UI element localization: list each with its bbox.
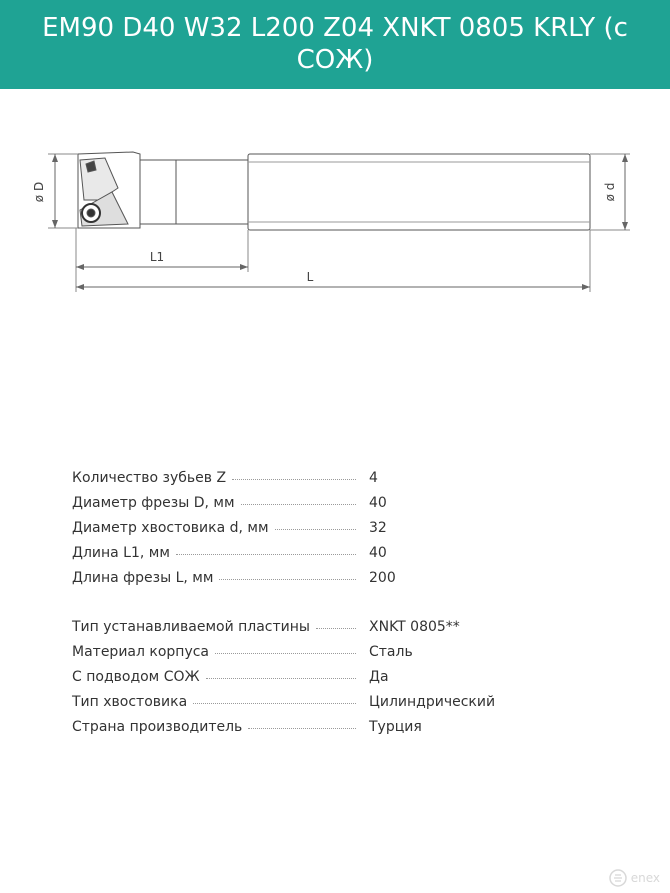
spec-row xyxy=(72,715,542,740)
spec-value: 200 xyxy=(369,570,396,586)
spec-value: Да xyxy=(369,669,389,685)
dim-L1-label: L1 xyxy=(149,250,165,264)
spec-value: Турция xyxy=(369,719,422,735)
page-header xyxy=(0,0,670,89)
spec-row xyxy=(72,640,542,665)
spec-value: 40 xyxy=(369,495,387,511)
spec-row xyxy=(72,690,542,715)
spec-label: Материал корпуса xyxy=(72,644,210,660)
spec-label: Страна производитель xyxy=(72,719,243,735)
dot-leader xyxy=(206,678,356,679)
spec-value: 32 xyxy=(369,520,387,536)
spec-value: XNKT 0805** xyxy=(369,619,460,635)
specs-group-properties xyxy=(72,615,542,740)
page-title: EM90 D40 W32 L200 Z04 XNKT 0805 KRLY (с СОЖ) xyxy=(42,13,628,75)
spec-value: Цилиндрический xyxy=(369,694,496,710)
spec-value: 4 xyxy=(369,470,378,486)
tool-drawing xyxy=(0,130,670,320)
dot-leader xyxy=(215,653,356,654)
spec-value: Сталь xyxy=(369,644,413,660)
logo-text: enex xyxy=(630,871,660,885)
spec-label: Количество зубьев Z xyxy=(72,470,227,486)
spec-label: Длина фрезы L, мм xyxy=(72,570,214,586)
spec-row xyxy=(72,491,542,516)
dim-L-label: L xyxy=(306,270,314,284)
dot-leader xyxy=(316,628,356,629)
spec-label: Диаметр хвостовика d, мм xyxy=(72,520,269,536)
cutter-shank xyxy=(248,154,590,230)
dot-leader xyxy=(275,529,356,530)
spec-row xyxy=(72,566,542,591)
spec-row xyxy=(72,665,542,690)
specs-table xyxy=(72,466,542,740)
spec-label: Тип устанавливаемой пластины xyxy=(72,619,310,635)
dim-D-label: ø D xyxy=(32,181,46,203)
dot-leader xyxy=(193,703,356,704)
spec-label: Тип хвостовика xyxy=(72,694,188,710)
spec-value: 40 xyxy=(369,545,387,561)
brand-logo xyxy=(609,869,660,887)
spec-label: С подводом СОЖ xyxy=(72,669,200,685)
spec-label: Длина L1, мм xyxy=(72,545,170,561)
spec-row xyxy=(72,516,542,541)
spec-label: Диаметр фрезы D, мм xyxy=(72,495,235,511)
dim-d-label: ø d xyxy=(603,182,617,202)
cutter-neck xyxy=(140,160,248,224)
dot-leader xyxy=(241,504,356,505)
dot-leader xyxy=(219,579,356,580)
spec-row xyxy=(72,466,542,491)
enex-logo-icon xyxy=(609,869,627,887)
dot-leader xyxy=(248,728,356,729)
spec-row xyxy=(72,541,542,566)
spec-row xyxy=(72,615,542,640)
dot-leader xyxy=(176,554,356,555)
dot-leader xyxy=(232,479,356,480)
specs-group-dimensions xyxy=(72,466,542,591)
